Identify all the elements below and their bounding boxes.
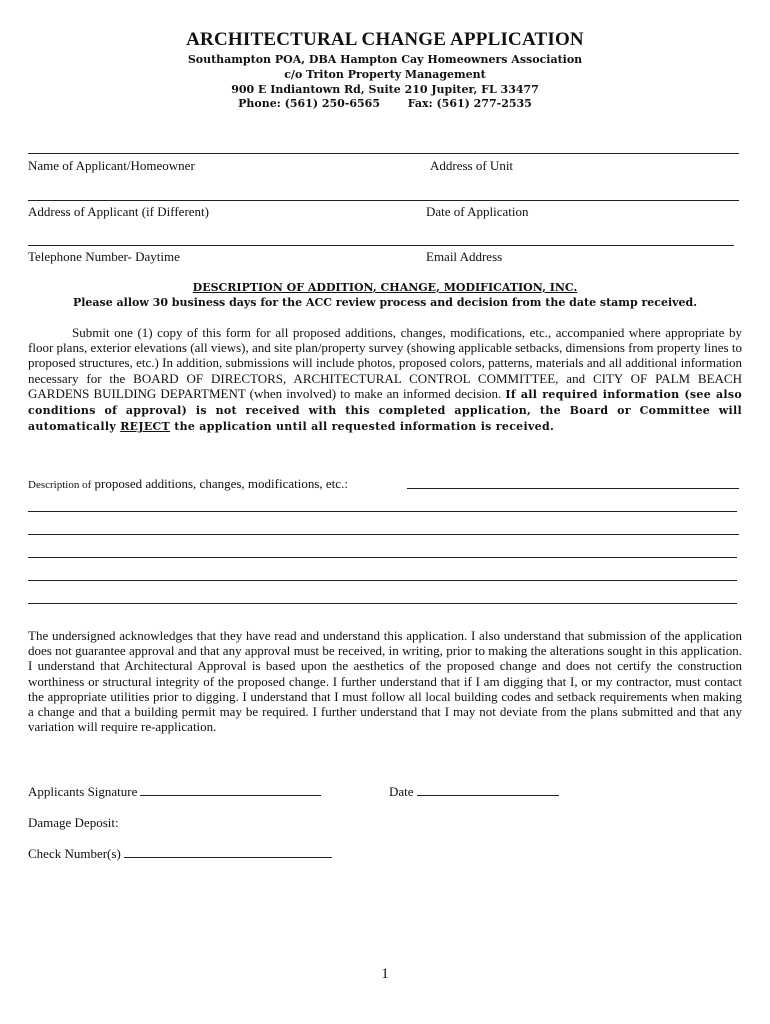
instructions-paragraph	[28, 325, 742, 434]
description-line-4[interactable]	[28, 580, 737, 581]
description-line-0[interactable]	[407, 488, 739, 489]
email-label: Email Address	[426, 249, 503, 264]
applicant-signature-field	[28, 784, 321, 800]
office-address: 900 E Indiantown Rd, Suite 210 Jupiter, FL 33477	[231, 83, 539, 96]
phone-number: Phone: (561) 250-6565	[238, 97, 380, 110]
association-name: Southampton POA, DBA Hampton Cay Homeowners Association	[187, 53, 583, 66]
signature-date-line[interactable]	[417, 784, 559, 796]
check-number-line[interactable]	[124, 846, 332, 858]
applicant-address-label: Address of Applicant (if Different)	[28, 204, 209, 219]
contact-line	[0, 97, 770, 110]
telephone-label: Telephone Number- Daytime	[28, 249, 180, 264]
check-number-label: Check Number(s)	[28, 846, 121, 861]
signature-date-label: Date	[389, 784, 414, 799]
address-date-line[interactable]	[28, 200, 739, 201]
form-title: ARCHITECTURAL CHANGE APPLICATION	[186, 29, 584, 50]
date-of-application-label: Date of Application	[426, 204, 529, 219]
name-label: Name of Applicant/Homeowner	[28, 158, 195, 173]
name-unit-line[interactable]	[28, 153, 739, 154]
signature-date-field	[389, 784, 559, 800]
review-notice: Please allow 30 business days for the ACC review process and decision from the date stamp received.	[72, 296, 698, 309]
applicant-signature-label: Applicants Signature	[28, 784, 138, 799]
fax-number: Fax: (561) 277-2535	[407, 97, 532, 110]
phone-email-line[interactable]	[28, 245, 734, 246]
description-line-2[interactable]	[28, 534, 739, 535]
description-line-5[interactable]	[28, 603, 737, 604]
check-number-field	[28, 846, 332, 862]
care-of-line: c/o Triton Property Management	[284, 68, 486, 81]
description-label: Description of proposed additions, changes, modifications, etc.:	[28, 476, 348, 491]
reject-text: REJECT	[120, 420, 171, 434]
unit-address-label: Address of Unit	[430, 158, 514, 173]
applicant-signature-line[interactable]	[140, 784, 321, 796]
description-heading: DESCRIPTION OF ADDITION, CHANGE, MODIFICATION, INC.	[192, 281, 578, 294]
description-line-1[interactable]	[28, 511, 737, 512]
damage-deposit-label: Damage Deposit:	[28, 815, 119, 830]
required-info-warning: If all required information (see also conditions of approval) is not received with this completed application, the Board or Committee will automatically REJECT the application until all requested information is received.	[28, 387, 743, 434]
description-line-3[interactable]	[28, 557, 737, 558]
acknowledgement-paragraph: The undersigned acknowledges that they have read and understand this application. I also understand that submission of the application does not guarantee approval and that any approval must be received, in writing, prior to making the alterations sought in this application. I understand that Architectural Approval is based upon the aesthetics of the proposed change and does not certify the construction worthiness or structural integrity of the proposed change. I further understand that if I am digging that I, or my contractor, must contact the appropriate utilities prior to digging. I understand that I must follow all local building codes and setback requirements when making a change and that a building permit may be required. I further understand that I may not deviate from the plans submitted and that any variation will require re-application.	[28, 628, 742, 735]
instructions-text: Submit one (1) copy of this form for all proposed additions, changes, modifications, etc., accompanied where appropriate by floor plans, exterior elevations (all views), and site plan/property survey (showing applicable setbacks, dimensions from property lines to proposed structures, etc.) In addition, submissions will include photos, proposed colors, patterns, materials and all additional information necessary for the BOARD OF DIRECTORS, ARCHITECTURAL CONTROL COMMITTEE, and CITY OF PALM BEACH GARDENS BUILDING DEPARTMENT (when involved) to make an informed decision.	[28, 325, 742, 401]
page-number: 1	[381, 966, 389, 982]
